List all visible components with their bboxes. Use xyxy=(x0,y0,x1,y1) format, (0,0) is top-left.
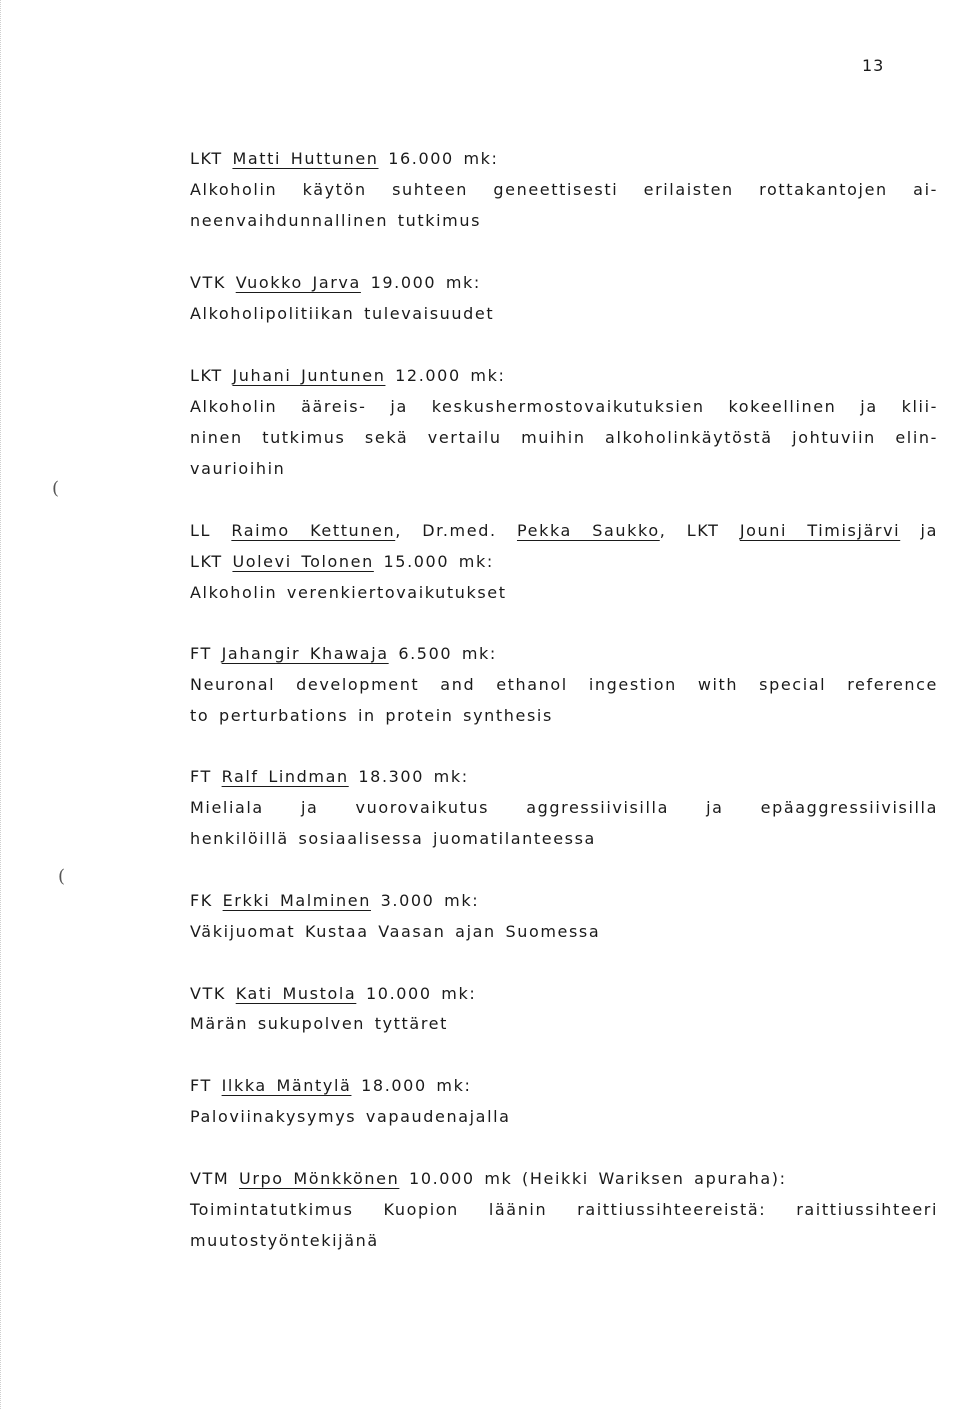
entry-text: henkilöillä sosiaalisessa juomatilanteessa xyxy=(190,829,596,848)
recipient-name: Ilkka Mäntylä xyxy=(221,1076,352,1095)
entry-heading: FT Ralf Lindman 18.300 mk: xyxy=(190,767,469,786)
entry-heading: VTM Urpo Mönkkönen 10.000 mk (Heikki Wariksen apuraha): xyxy=(190,1169,787,1188)
entry-text: vaurioihin xyxy=(190,459,286,478)
entry-heading: FT Ilkka Mäntylä 18.000 mk: xyxy=(190,1076,472,1095)
entry-heading: FK Erkki Malminen 3.000 mk: xyxy=(190,891,480,910)
entry-heading: VTK Vuokko Jarva 19.000 mk: xyxy=(190,273,481,292)
entry-text: Alkoholipolitiikan tulevaisuudet xyxy=(190,304,495,323)
entry-heading: LKT Matti Huttunen 16.000 mk: xyxy=(190,149,499,168)
entry-text: Neuronal development and ethanol ingestion with special reference xyxy=(190,675,938,694)
entry-text: Paloviinakysymys vapaudenajalla xyxy=(190,1107,511,1126)
entry-text: Märän sukupolven tyttäret xyxy=(190,1014,448,1033)
page-number: 13 xyxy=(862,56,885,75)
recipient-name: Jahangir Khawaja xyxy=(221,644,389,663)
entry-text: ninen tutkimus sekä vertailu muihin alkoholinkäytöstä johtuviin elin- xyxy=(190,428,938,447)
scan-edge xyxy=(0,0,2,1409)
entry-heading: LKT Juhani Juntunen 12.000 mk: xyxy=(190,366,506,385)
entry-heading: LL Raimo Kettunen, Dr.med. Pekka Saukko, LKT Jouni Timisjärvi ja xyxy=(190,521,938,540)
recipient-name: Matti Huttunen xyxy=(232,149,379,168)
entry-heading: VTK Kati Mustola 10.000 mk: xyxy=(190,984,477,1003)
recipient-name: Raimo Kettunen xyxy=(231,521,396,540)
entry-text: neenvaihdunnallinen tutkimus xyxy=(190,211,482,230)
recipient-name: Kati Mustola xyxy=(235,984,357,1003)
recipient-name: Erkki Malminen xyxy=(222,891,371,910)
recipient-name: Uolevi Tolonen xyxy=(232,552,374,571)
entry-text: Toimintatutkimus Kuopion läänin raittiussihteereistä: raittiussihteeri xyxy=(190,1200,938,1219)
entry-text: Väkijuomat Kustaa Vaasan ajan Suomessa xyxy=(190,922,601,941)
entry-text: Alkoholin verenkiertovaikutukset xyxy=(190,583,507,602)
entry-heading: FT Jahangir Khawaja 6.500 mk: xyxy=(190,644,497,663)
recipient-name: Pekka Saukko xyxy=(516,521,660,540)
recipient-name: Urpo Mönkkönen xyxy=(239,1169,400,1188)
recipient-name: Jouni Timisjärvi xyxy=(739,521,901,540)
margin-bracket-mark: ( xyxy=(52,478,60,499)
entry-text: to perturbations in protein synthesis xyxy=(190,706,553,725)
recipient-name: Juhani Juntunen xyxy=(232,366,386,385)
margin-bracket-mark: ( xyxy=(58,866,66,887)
entry-text: Mieliala ja vuorovaikutus aggressiivisilla ja epäaggressiivisilla xyxy=(190,798,938,817)
recipient-name: Vuokko Jarva xyxy=(235,273,361,292)
entry-heading: LKT Uolevi Tolonen 15.000 mk: xyxy=(190,552,494,571)
entry-text: Alkoholin käytön suhteen geneettisesti erilaisten rottakantojen ai- xyxy=(190,180,938,199)
entry-text: muutostyöntekijänä xyxy=(190,1231,379,1250)
recipient-name: Ralf Lindman xyxy=(221,767,349,786)
entry-text: Alkoholin ääreis- ja keskushermostovaikutuksien kokeellinen ja klii- xyxy=(190,397,938,416)
